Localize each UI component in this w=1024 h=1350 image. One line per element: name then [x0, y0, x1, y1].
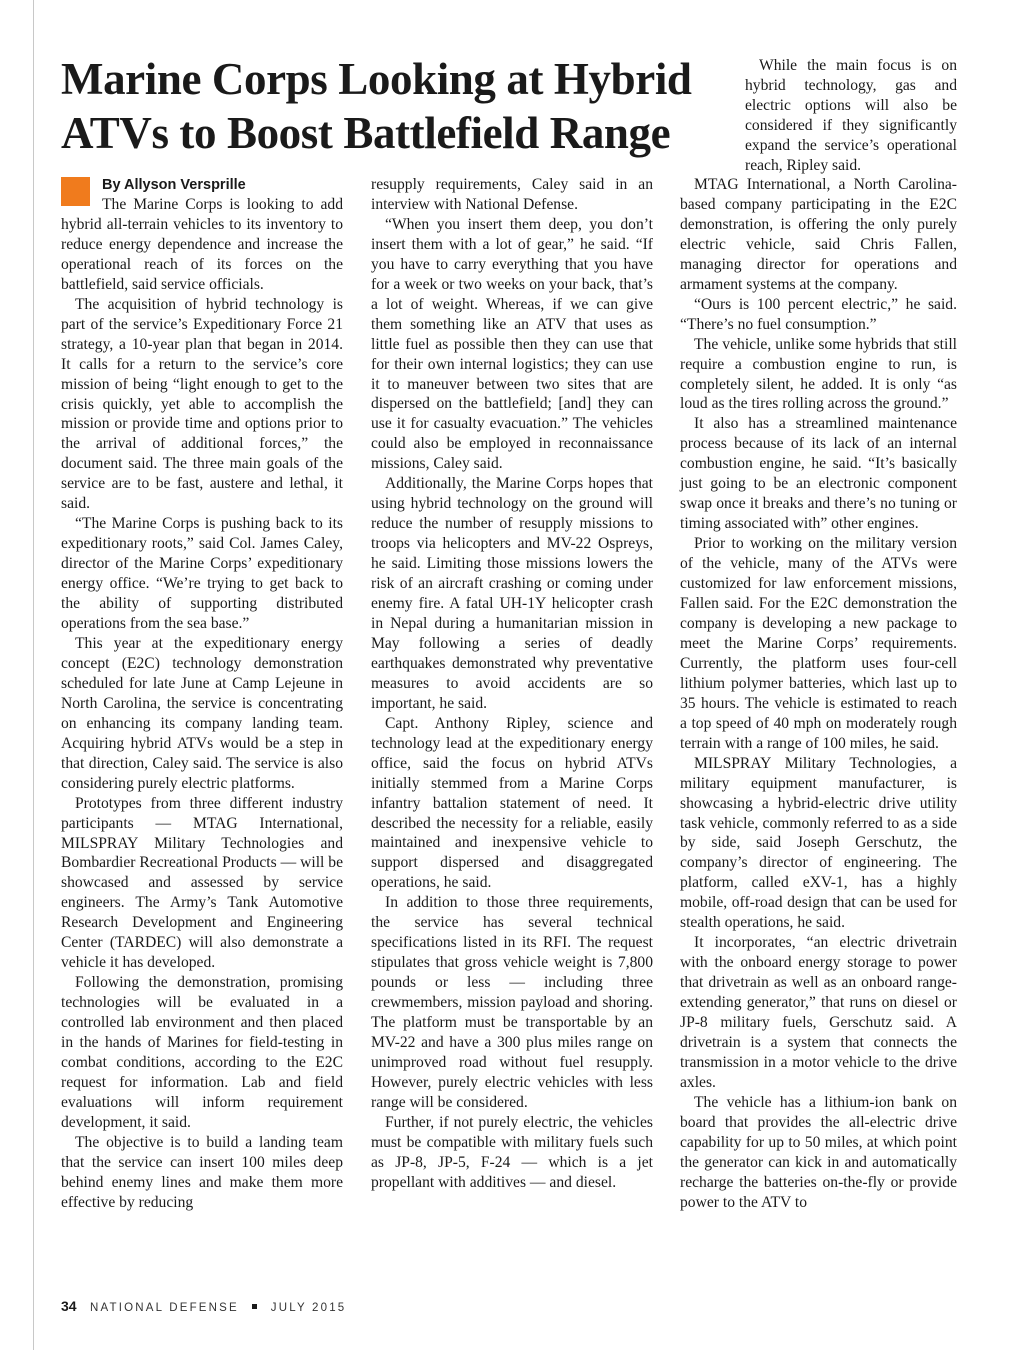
- paragraph: Prior to working on the military version of the vehicle, many of the ATVs were customized for law enforcement missions, Fallen said. For the E2C demonstration the company is developing a new package to meet the Marine Corps’ requirements. Currently, the platform uses four-cell lithium polymer batteries, which last up to 35 hours. The vehicle is estimated to reach a top speed of 40 mph on moderately rough terrain with a range of 100 miles, he said.: [680, 535, 957, 752]
- paragraph: The vehicle, unlike some hybrids that still require a combustion engine to run, is completely silent, he added. It is only “as loud as the tires rolling across the ground.”: [680, 335, 957, 413]
- orange-accent-square-icon: [61, 177, 90, 206]
- paragraph: It incorporates, “an electric drivetrain with the onboard energy storage to power that drivetrain as well as an onboard range-extending generator,” that runs on diesel or JP-8 military fuels, Gerschutz said. A drivetrain is a system that connects the transmission in a motor vehicle to the drive axles.: [680, 934, 957, 1091]
- page-edge-line: [33, 0, 34, 1350]
- paragraph: Further, if not purely electric, the vehicles must be compatible with military fuels such as JP-8, JP-5, F-24 — which is a jet propellant with additives — and diesel.: [371, 1113, 653, 1191]
- headline-line-2: ATVs to Boost Battlefield Range: [61, 108, 671, 158]
- article-column-3: [680, 175, 957, 1213]
- byline: By Allyson Versprille: [102, 177, 246, 193]
- paragraph: MTAG International, a North Carolina-based company participating in the E2C demonstration, is offering the only purely electric vehicle, said Chris Fallen, managing director for operations and armament systems at the company.: [680, 176, 957, 293]
- paragraph: The Marine Corps is looking to add hybrid all-terrain vehicles to its inventory to reduce energy dependence and increase the operational reach of its forces on the battlefield, said service officials.: [61, 196, 343, 293]
- issue-date: JULY 2015: [270, 1302, 347, 1314]
- paragraph: While the main focus is on hybrid technology, gas and electric options will also be considered if they significantly expand the service’s operational reach, Ripley said.: [745, 57, 957, 174]
- byline-row: [61, 175, 343, 295]
- paragraph: It also has a streamlined maintenance process because of its lack of an internal combustion engine, he said. “It’s basically just going to be an electronic component swap once it breaks and there’s no tuning or timing associated with” other engines.: [680, 415, 957, 533]
- article-headline: [61, 52, 741, 160]
- square-separator-icon: [252, 1304, 257, 1309]
- paragraph: The vehicle has a lithium-ion bank on board that provides the all-electric drive capability for up to 50 miles, at which point the generator can kick in and automatically recharge the batteries on-the-fly or provide power to the ATV to: [680, 1093, 957, 1211]
- paragraph: MILSPRAY Military Technologies, a military equipment manufacturer, is showcasing a hybrid-electric drive utility task vehicle, commonly referred to as a side by side, said Joseph Gerschutz, the company’s director of engineering. The platform, called eXV-1, has a highly mobile, off-road design that can be used for stealth operations, he said.: [680, 754, 957, 932]
- column-3-top-paragraph: [745, 56, 957, 176]
- paragraph: This year at the expeditionary energy concept (E2C) technology demonstration scheduled for late June at Camp Lejeune in North Carolina, the service is concentrating on enhancing its company landing team. Acquiring hybrid ATVs would be a step in that direction, Caley said. The service is also considering purely electric platforms.: [61, 634, 343, 792]
- paragraph: Following the demonstration, promising technologies will be evaluated in a controlled lab environment and then placed in the hands of Marines for field-testing in combat conditions, according to the E2C request for information. Lab and field evaluations will inform requirement development, it said.: [61, 974, 343, 1131]
- page-footer: [61, 1298, 346, 1314]
- page-number: 34: [61, 1298, 77, 1314]
- article-column-2: [371, 175, 653, 1193]
- paragraph: resupply requirements, Caley said in an interview with National Defense.: [371, 176, 653, 213]
- publication-name: NATIONAL DEFENSE: [89, 1302, 239, 1314]
- paragraph: In addition to those three requirements, the service has several technical specifications listed in its RFI. The request stipulates that gross vehicle weight is 7,800 pounds or less — including three crewmembers, mission payload and shoring. The platform must be transportable by an MV-22 and have a 300 plus miles range on unimproved road without fuel resupply. However, purely electric vehicles with less range will be considered.: [371, 894, 653, 1111]
- paragraph: The objective is to build a landing team that the service can insert 100 miles deep behind enemy lines and make them more effective by reducing: [61, 1133, 343, 1211]
- paragraph: Prototypes from three different industry participants — MTAG International, MILSPRAY Military Technologies and Bombardier Recreational Products — will be showcased and assessed by service engineers. The Army’s Tank Automotive Research Development and Engineering Center (TARDEC) will also demonstrate a vehicle it has developed.: [61, 794, 343, 972]
- paragraph: “Ours is 100 percent electric,” he said. “There’s no fuel consumption.”: [680, 295, 957, 333]
- paragraph: Additionally, the Marine Corps hopes that using hybrid technology on the ground will reduce the number of resupply missions to troops via helicopters and MV-22 Ospreys, he said. Limiting those missions lowers the risk of an aircraft crashing or coming under enemy fire. A fatal UH-1Y helicopter crash in Nepal during a humanitarian mission in May following a series of deadly earthquakes demonstrated why preventative measures to avoid accidents are so important, he said.: [371, 475, 653, 712]
- headline-line-1: Marine Corps Looking at Hybrid: [61, 54, 692, 104]
- paragraph: The acquisition of hybrid technology is part of the service’s Expeditionary Force 21 strategy, a 10-year plan that began in 2014. It calls for a return to the service’s core mission of being “light enough to get to the crisis quickly, yet able to accomplish the mission or provide time and options prior to the arrival of additional forces,” the document said. The three main goals of the service are to be fast, austere and lethal, it said.: [61, 295, 343, 513]
- paragraph: “The Marine Corps is pushing back to its expeditionary roots,” said Col. James Caley, director of the Marine Corps’ expeditionary energy office. “We’re trying to get back to the ability of supporting distributed operations from the sea base.”: [61, 515, 343, 633]
- paragraph: “When you insert them deep, you don’t insert them with a lot of gear,” he said. “If you have to carry everything that you have for a week or two weeks on your back, that’s a lot of weight. Whereas, if we can give them something like an ATV that uses as little fuel as possible then they can use that for their own internal logistics; they can use it to maneuver between two sites that are dispersed on the battlefield; [and] they can use it for casualty evacuation.” The vehicles could also be employed in reconnaissance missions, Caley said.: [371, 215, 653, 473]
- paragraph: Capt. Anthony Ripley, science and technology lead at the expeditionary energy office, said the focus on hybrid ATVs initially stemmed from a Marine Corps infantry battalion statement of need. It described the necessity for a reliable, easily maintained and inexpensive vehicle to support dispersed and disaggregated operations, he said.: [371, 714, 653, 892]
- article-column-1: [61, 175, 343, 1213]
